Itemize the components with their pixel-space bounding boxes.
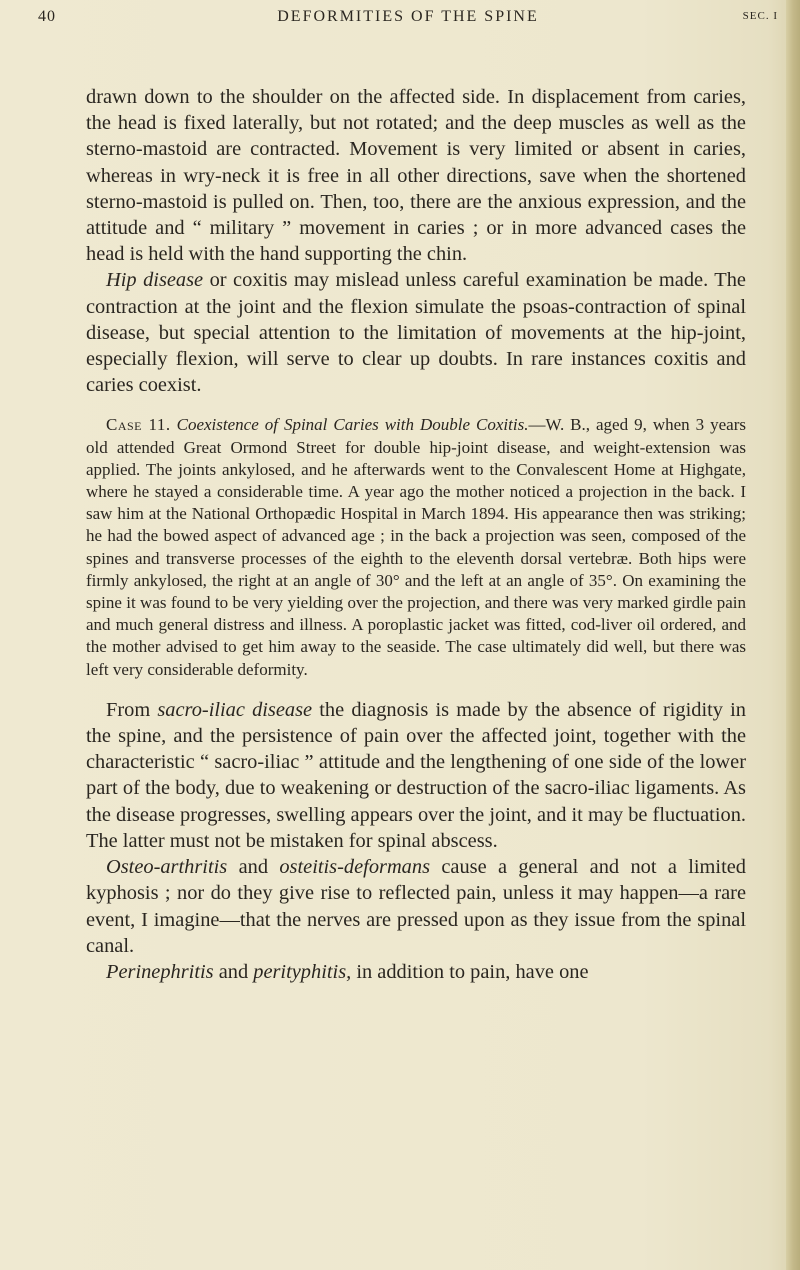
paragraph-wry-neck: drawn down to the shoulder on the affected side. In displacement from caries, the head is fixed laterally, but not rotated; and the deep muscles as well as the sterno-mastoid are contracted. Movement is very limited or absent in caries, whereas in wry-neck it is free in all other directions, save when the shortened sterno-mastoid is pulled on. Then, too, there are the anxious expression, and the attitude and “ military ” movement in caries ; or in more advanced cases the head is held with the hand supporting the chin.	[86, 86, 746, 266]
paragraph-sacro-iliac-text: the diagnosis is made by the absence of rigidity in the spine, and the persistence of pain over the affected joint, together with the characteristic “ sacro-iliac ” attitude and the lengthening of one side of the lower part of the body, due to weakening or destruction of the sacro-iliac ligaments. As the disease progresses, swelling appears over the joint, and it may be fluctuation. The latter must not be mistaken for spinal abscess.	[86, 698, 746, 852]
paragraph-osteo-arthritis-text: cause a general and not a limited kyphosis ; nor do they give rise to reflected pain, unless it may happen—a rare event, I imagine—that the nerves are pressed upon as they issue from the spinal canal.	[86, 856, 746, 957]
case-label: Case 11.	[106, 415, 171, 435]
page-number: 40	[38, 8, 56, 25]
case-report	[86, 414, 746, 680]
paragraph-sacro-iliac	[86, 697, 746, 854]
term-hip: Hip	[106, 269, 137, 292]
paragraph-perinephritis-text: in addition to pain, have one	[351, 960, 589, 983]
term-osteo-arthritis: Osteo-arthritis	[106, 856, 228, 879]
page-edge	[786, 0, 800, 1270]
term-perinephritis: Perinephritis	[106, 960, 214, 983]
section-marker: SEC. I	[742, 10, 778, 22]
and-connector: and	[227, 856, 280, 879]
term-disease: disease	[143, 269, 204, 292]
term-osteitis-deformans: osteitis-deformans	[279, 856, 431, 879]
paragraph-hip-disease	[86, 267, 746, 398]
term-sacro-iliac: sacro-iliac disease	[157, 698, 313, 721]
paragraph-perinephritis	[86, 959, 746, 985]
running-title: DEFORMITIES OF THE SPINE	[277, 8, 539, 25]
sacro-iliac-lead: From	[106, 698, 158, 721]
case-title: Coexistence of Spinal Caries with Double Coxitis.	[176, 415, 529, 435]
running-header	[38, 4, 778, 34]
paragraph-hip-disease-text: or coxitis may mislead unless careful examination be made. The contraction at the joint and the flexion simulate the psoas-contraction of spinal disease, but special attention to the limitation of movements at the hip-joint, especially flexion, will serve to clear up doubts. In rare instances coxitis and caries coexist.	[86, 269, 746, 397]
and-connector-2: and	[213, 960, 254, 983]
page-body	[86, 84, 746, 985]
paragraph-osteo-arthritis	[86, 854, 746, 959]
term-perityphitis: perityphitis,	[253, 960, 352, 983]
case-text: —W. B., aged 9, when 3 years old attended Great Ormond Street for double hip-joint disease, and weight-extension was applied. The joints ankylosed, and he afterwards went to the Convalescent Home at Highgate, where he stayed a considerable time. A year ago the mother noticed a projection in the back. I saw him at the National Orthopædic Hospital in March 1894. His appearance then was striking; he had the bowed aspect of advanced age ; in the back a projection was seen, composed of the spines and transverse processes of the eighth to the eleventh dorsal vertebræ. Both hips were firmly ankylosed, the right at an angle of 30° and the left at an angle of 35°. On examining the spine it was found to be very yielding over the projection, and there was very marked girdle pain and much general distress and illness. A poroplastic jacket was fitted, cod-liver oil ordered, and the mother advised to get him away to the seaside. The case ultimately did well, but there was left very considerable deformity.	[86, 415, 746, 679]
